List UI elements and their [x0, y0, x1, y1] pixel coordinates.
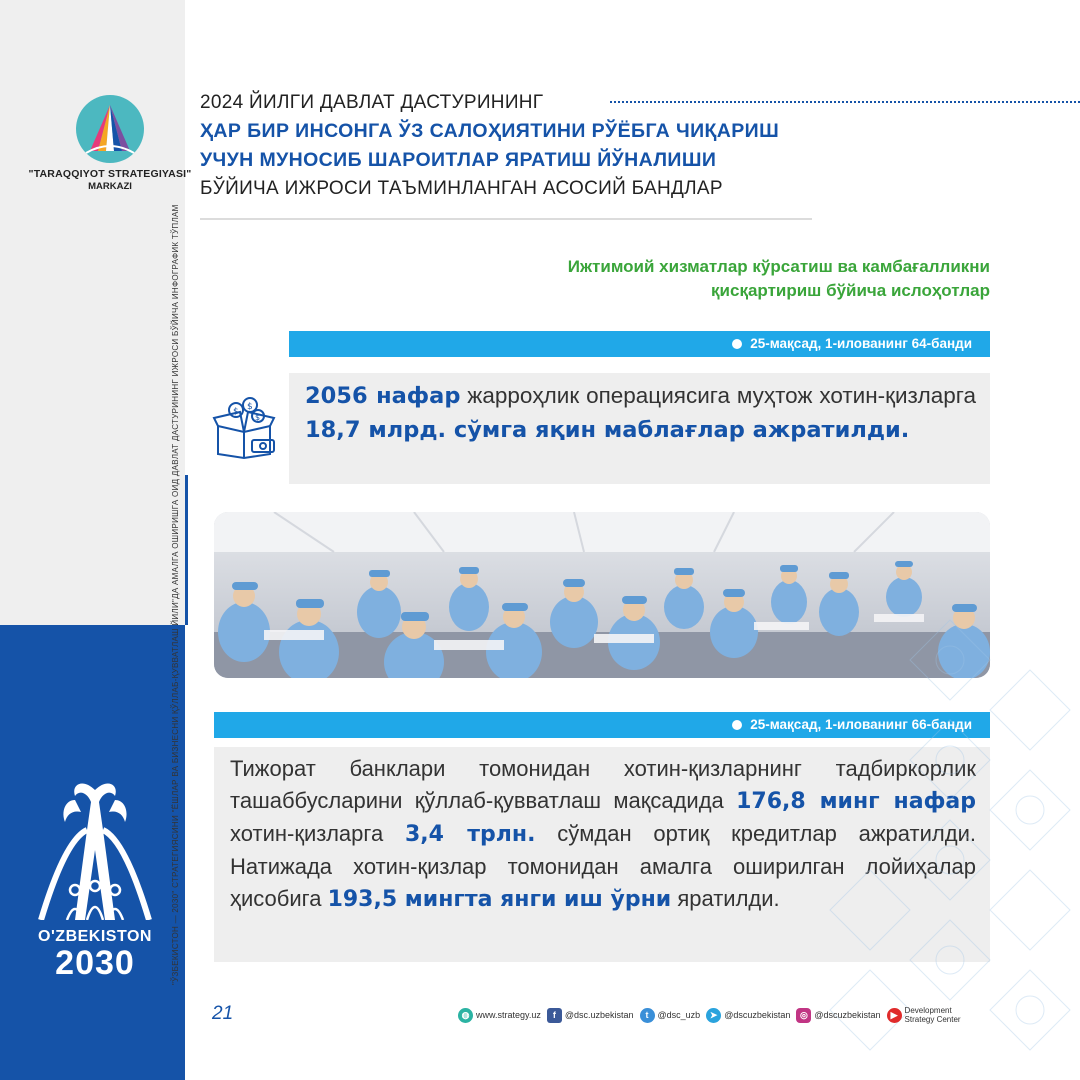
center-logo	[20, 95, 200, 192]
page-header	[200, 92, 779, 200]
svg-text:$: $	[233, 407, 239, 417]
footer-facebook[interactable]	[547, 1008, 634, 1023]
page-number: 21	[212, 1003, 234, 1024]
center-logo-name: "TARAQQIYOT STRATEGIYASI"	[28, 168, 192, 180]
footer-youtube[interactable]	[887, 1006, 961, 1024]
footer-youtube-line-2: Strategy Center	[904, 1015, 961, 1024]
sidebar-top-panel	[0, 0, 185, 625]
instagram-icon: ◎	[796, 1008, 811, 1023]
svg-text:$: $	[247, 402, 253, 412]
item2-highlight-count: 176,8 минг нафар	[736, 789, 977, 814]
footer-twitter[interactable]	[640, 1008, 701, 1023]
bullet-dot-icon	[732, 720, 742, 730]
header-line-4: БЎЙИЧА ИЖРОСИ ТАЪМИНЛАНГАН АСОСИЙ БАНДЛАР	[200, 178, 723, 199]
item1-text-box	[289, 373, 990, 484]
footer-facebook-text: @dsc.uzbekistan	[564, 1010, 634, 1020]
uzbekistan-word: O'ZBEKISTON	[38, 928, 152, 945]
header-line-3: УЧУН МУНОСИБ ШАРОИТЛАР ЯРАТИШ ЙЎНАЛИШИ	[200, 149, 717, 171]
footer-instagram-text: @dscuzbekistan	[814, 1010, 881, 1020]
footer-telegram[interactable]	[706, 1008, 790, 1023]
humo-bird-icon	[35, 770, 155, 920]
footer-youtube-line-1: Development	[904, 1006, 952, 1015]
uzbekistan-year: 2030	[55, 944, 135, 982]
footer-twitter-text: @dsc_uzb	[657, 1010, 701, 1020]
svg-text:$: $	[255, 413, 261, 422]
item2-highlight-amount: 3,4 трлн.	[404, 822, 536, 847]
item2-text-3: сўмдан ортиқ кредитлар ажратилди. Натижада хотин-қизлар томонидан амалга оширилган лойиҳалар ҳисобига	[230, 821, 976, 911]
item1-reference: 25-мақсад, 1-илованинг 64-банди	[750, 336, 972, 351]
youtube-icon: ▶	[887, 1008, 902, 1023]
item2-highlight-jobs: 193,5 мингта янги иш ўрни	[327, 887, 672, 912]
item2-text-4: яратилди.	[671, 886, 780, 911]
item1-highlight-amount: 18,7 млрд. сўмга яқин маблағлар ажратилди.	[305, 417, 910, 443]
twitter-icon: t	[640, 1008, 655, 1023]
footer-social-links	[458, 1005, 967, 1025]
header-line-2: ҲАР БИР ИНСОНГА ЎЗ САЛОҲИЯТИНИ РЎЁБГА ЧИҚАРИШ	[200, 120, 780, 142]
facebook-icon: f	[547, 1008, 562, 1023]
sidebar-accent-line	[185, 475, 188, 625]
uzbekistan-2030-logo	[30, 770, 160, 980]
item1-text: жарроҳлик операциясига муҳтож хотин-қизларга	[460, 383, 976, 408]
section-title-line-1: Ижтимоий хизматлар кўрсатиш ва камбағалликни	[567, 257, 990, 276]
vertical-caption: "ЎЗБЕКИСТОН — 2030" СТРАТЕГИЯСИНИ "ЁШЛАР ВА БИЗНЕСНИ ҚЎЛЛАБ-ҚУВВАТЛАШ ЙИЛИ"ДА АМАЛГА ОШИРИШГА ОИД ДАВЛАТ ДАСТУРИНИНГ ИЖРОСИ БЎЙИЧА ИНФОГРАФИК ТЎПЛАМ	[171, 204, 180, 985]
header-line-1: 2024 ЙИЛГИ ДАВЛАТ ДАСТУРИНИНГ	[200, 92, 544, 113]
money-box-icon	[212, 396, 276, 460]
section-title	[568, 255, 990, 303]
telegram-icon: ➤	[706, 1008, 721, 1023]
item1-reference-strip	[289, 331, 990, 357]
footer-youtube-text	[905, 1006, 961, 1024]
item2-reference: 25-мақсад, 1-илованинг 66-банди	[750, 717, 972, 732]
header-divider	[200, 218, 812, 220]
item1-highlight-count: 2056 нафар	[305, 383, 461, 409]
globe-icon: ◍	[458, 1008, 473, 1023]
section-title-line-2: қисқартириш бўйича ислоҳотлар	[711, 281, 990, 300]
footer-website-text: www.strategy.uz	[476, 1010, 541, 1020]
footer-telegram-text: @dscuzbekistan	[724, 1010, 791, 1020]
item2-text-1: Тижорат банклари томонидан хотин-қизларнинг тадбиркорлик ташаббусларини қўллаб-қувватлаш мақсадида	[230, 756, 976, 813]
footer-instagram[interactable]	[796, 1008, 880, 1023]
footer-website[interactable]	[458, 1008, 541, 1023]
item2-text-2: хотин-қизларга	[230, 821, 405, 846]
center-logo-subtitle: MARKAZI	[88, 181, 132, 192]
bullet-dot-icon	[732, 339, 742, 349]
center-logo-icon	[76, 95, 144, 163]
